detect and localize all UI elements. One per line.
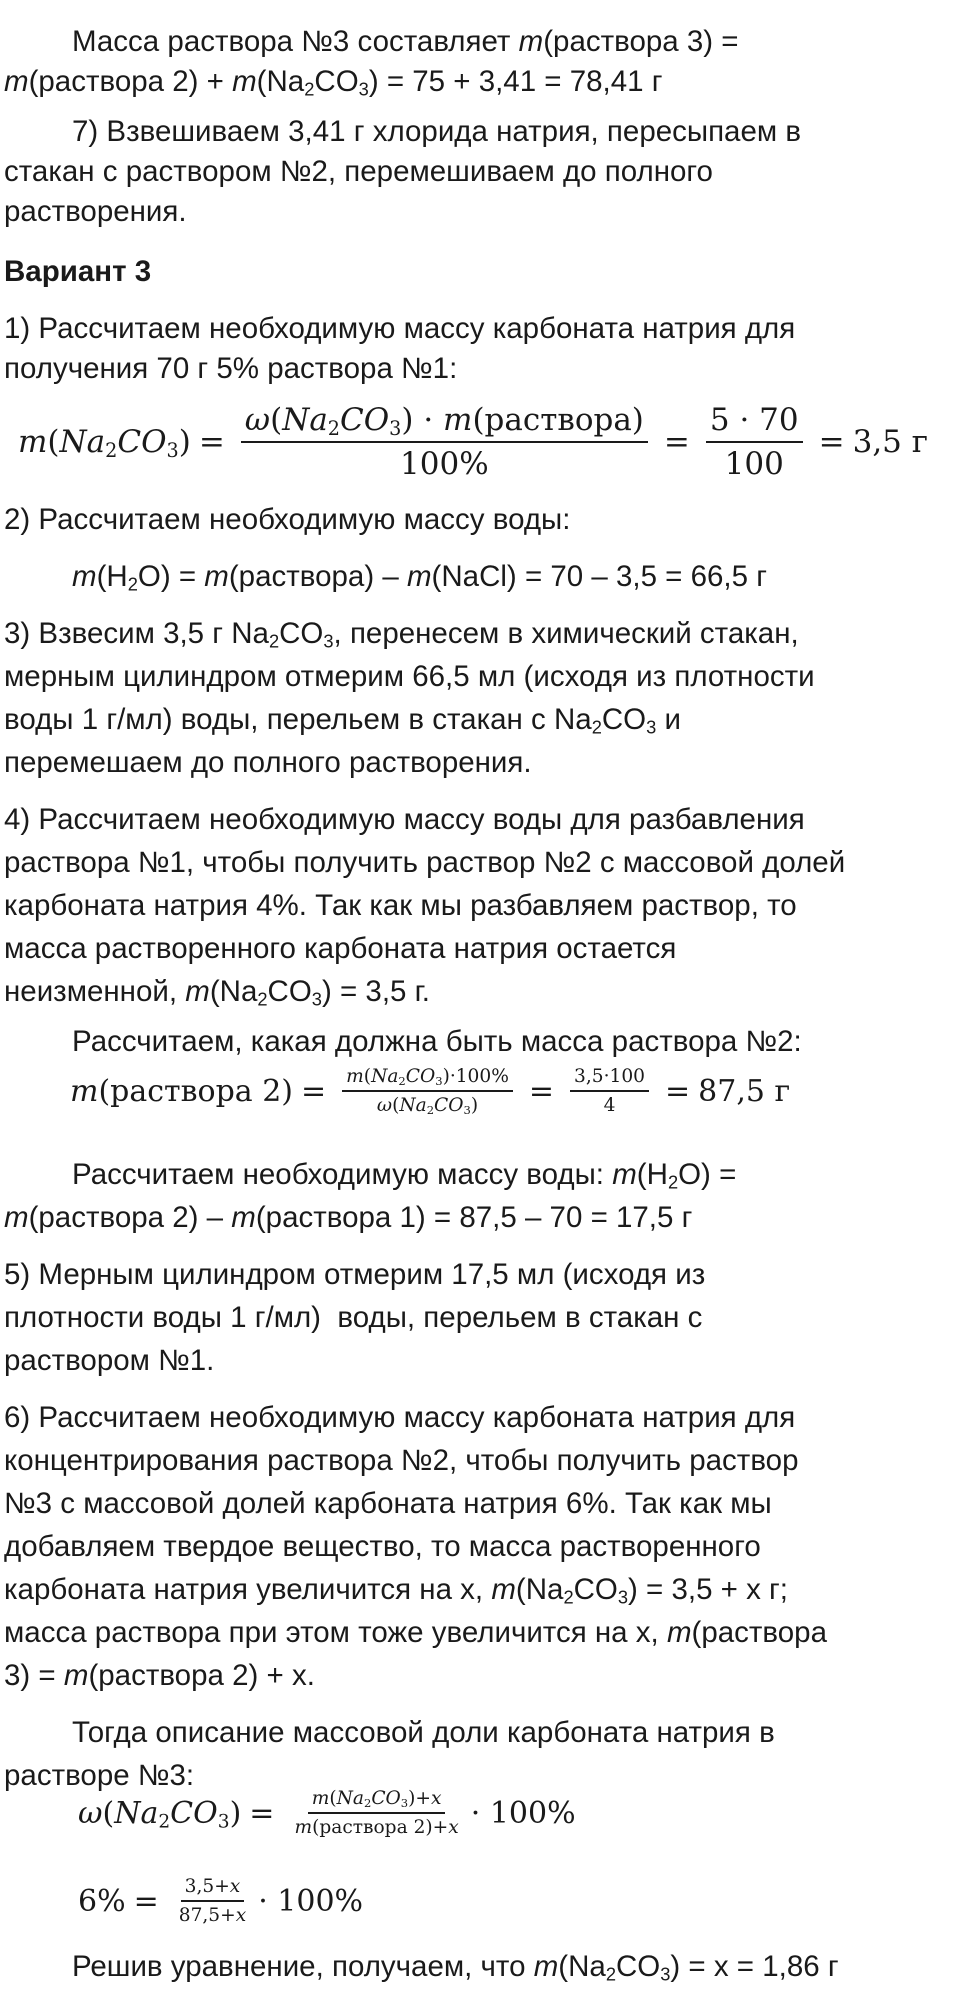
- fraction-numerator: $\omega(Na_2CO_3)$ · m(раствора): [241, 402, 648, 443]
- fraction-denominator: $\omega(Na_2CO_3)$: [376, 1095, 479, 1117]
- text-line: получения 70 г 5% раствора №1:: [4, 352, 458, 385]
- text-line: 1) Рассчитаем необходимую массу карбоната натрия для: [4, 312, 796, 345]
- text-line: карбоната натрия 4%. Так как мы разбавляем раствор, то: [4, 889, 797, 922]
- formula-tail: · 100%: [258, 1883, 364, 1919]
- text-line: m(раствора 2) – m(раствора 1) = 87,5 – 70 = 17,5 г: [4, 1201, 693, 1234]
- formula-equation: 6% = $\frac{3,5+x}{87,5+x}$ · 100%: [78, 1876, 364, 1926]
- formula-lhs: 6%: [78, 1883, 126, 1919]
- text-line: стакан с раствором №2, перемешиваем до полного: [4, 155, 713, 188]
- formula-mass-fraction: $\omega(Na_2CO_3)$ = $\frac{m(Na_2CO_3)+x}{\text{m(раствора 2)+x}}$ · 100%: [78, 1788, 576, 1838]
- fraction-denominator: 100: [724, 446, 784, 482]
- fraction: [175, 1876, 250, 1926]
- text-line: перемешаем до полного растворения.: [4, 746, 532, 779]
- text-line: неизменной, $m(Na_2CO_3) = 3,5$ г.: [4, 975, 430, 1010]
- formula-result: 87,5 г: [698, 1073, 791, 1109]
- text-line: 6) Рассчитаем необходимую массу карбоната натрия для: [4, 1401, 796, 1434]
- text-line: раствором №1.: [4, 1344, 215, 1377]
- text-line: $m(H_2O)$ = m(раствора) – m(NaCl) = 70 – 3,5 = 66,5 г: [72, 560, 767, 595]
- fraction-numerator: $m(Na_2CO_3)\cdot 100\%$: [342, 1066, 513, 1092]
- formula-na2co3-mass: $m(Na_2CO_3)$ = $\frac{\omega(Na_2CO_3) \cdot m(раствора)}{100\%}$ = $\frac{5 \cdot 70}{100}$ = 3,5 г: [18, 402, 929, 482]
- text-line: растворе №3:: [4, 1759, 195, 1792]
- text-line: карбоната натрия увеличится на x, $m(Na_2CO_3) = 3,5 + x$ г;: [4, 1573, 789, 1608]
- fraction-denominator: 87,5+x: [178, 1905, 247, 1926]
- text-line: масса растворенного карбоната натрия остается: [4, 932, 677, 965]
- text-line: Рассчитаем, какая должна быть масса раствора №2:: [72, 1025, 802, 1058]
- fraction: [290, 1788, 462, 1838]
- text-line: плотности воды 1 г/мл) воды, перельем в стакан с: [4, 1301, 703, 1334]
- fraction: [342, 1066, 513, 1116]
- text-line: растворения.: [4, 195, 187, 228]
- text-line: 4) Рассчитаем необходимую массу воды для разбавления: [4, 803, 805, 836]
- text-line: Масса раствора №3 составляет m(раствора 3) =: [72, 25, 739, 58]
- formula-lhs: $m(Na_2CO_3)$: [18, 424, 191, 462]
- text-line: 3) = m(раствора 2) + x.: [4, 1659, 315, 1692]
- fraction: [241, 402, 648, 482]
- text-line: 5) Мерным цилиндром отмерим 17,5 мл (исходя из: [4, 1258, 706, 1291]
- fraction-numerator: $m(Na_2CO_3)+x$: [308, 1788, 446, 1814]
- formula-lhs: m(раствора 2): [70, 1073, 294, 1109]
- text-line: Тогда описание массовой доли карбоната натрия в: [72, 1716, 775, 1749]
- fraction-denominator: 100%: [400, 446, 489, 482]
- text-line: Решив уравнение, получаем, что $m(Na_2CO_3) = x = 1,86$ г: [72, 1950, 839, 1985]
- fraction-denominator: 4: [603, 1095, 616, 1116]
- fraction-numerator: 3,5·100: [570, 1066, 649, 1092]
- formula-solution2-mass: m(раствора 2) = $\frac{m(Na_2CO_3)\cdot 100\%}{\omega(Na_2CO_3)}$ = $\frac{3,5\cdot 100}{4}$ = 87,5 г: [70, 1066, 791, 1117]
- formula-result: 3,5 г: [852, 424, 929, 460]
- text-line: мерным цилиндром отмерим 66,5 мл (исходя из плотности: [4, 660, 815, 693]
- text-line: раствора №1, чтобы получить раствор №2 с массовой долей: [4, 846, 846, 879]
- fraction-denominator: m(раствора 2)+x: [294, 1817, 459, 1838]
- text-line: добавляем твердое вещество, то масса растворенного: [4, 1530, 761, 1563]
- text-line: концентрирования раствора №2, чтобы получить раствор: [4, 1444, 799, 1477]
- text-line: 3) Взвесим 3,5 г $Na_2CO_3$, перенесем в химический стакан,: [4, 617, 799, 652]
- fraction: [706, 402, 803, 482]
- text-line: Рассчитаем необходимую массу воды: $m(H_2O)$ =: [72, 1158, 737, 1193]
- formula-tail: · 100%: [470, 1795, 576, 1831]
- text-line: воды 1 г/мл) воды, перельем в стакан с $Na_2CO_3$ и: [4, 703, 681, 738]
- text-line: 2) Рассчитаем необходимую массу воды:: [4, 503, 571, 536]
- text-line: №3 с массовой долей карбоната натрия 6%. Так как мы: [4, 1487, 772, 1520]
- text-line: 7) Взвешиваем 3,41 г хлорида натрия, пересыпаем в: [72, 115, 802, 148]
- fraction-numerator: 5 · 70: [706, 402, 803, 443]
- fraction: [570, 1066, 649, 1116]
- text-line: масса раствора при этом тоже увеличится на x, m(раствора: [4, 1616, 827, 1649]
- text-line: m(раствора $2) + m(Na_2CO_3) = 75 + 3,41 = 78,41$ г: [4, 65, 663, 100]
- formula-lhs: $\omega(Na_2CO_3)$: [78, 1795, 242, 1833]
- fraction-numerator: 3,5+x: [181, 1876, 245, 1902]
- section-heading: Вариант 3: [4, 255, 152, 288]
